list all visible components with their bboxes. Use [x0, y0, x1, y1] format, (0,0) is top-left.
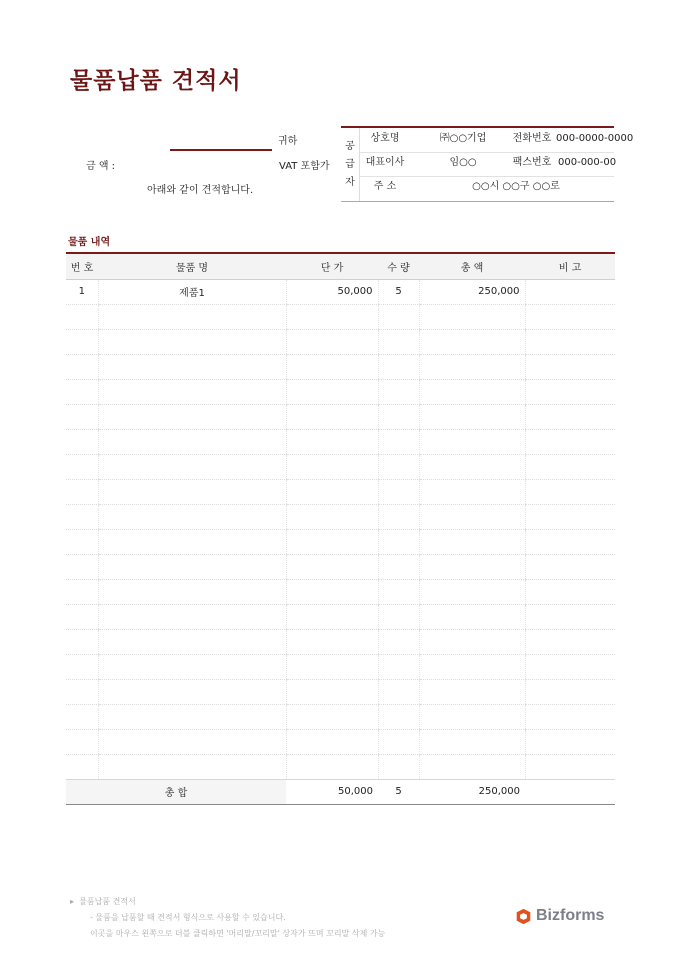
- total-price-cell: 250,000: [419, 279, 525, 304]
- fax-value: 000-000-00: [558, 157, 617, 168]
- unit-price-cell: [286, 654, 378, 679]
- remark-cell: [525, 679, 615, 704]
- total-price-cell: [419, 729, 525, 754]
- total-price-cell: [419, 354, 525, 379]
- supplier-label-char: 자: [345, 176, 355, 188]
- quantity-cell: [378, 629, 419, 654]
- section-label: 물품 내역: [68, 237, 111, 248]
- quantity-cell: [378, 679, 419, 704]
- unit-price-cell: [286, 679, 378, 704]
- remark-cell: [525, 454, 615, 479]
- quantity-cell: [378, 579, 419, 604]
- quantity-cell: [378, 754, 419, 779]
- product-name-cell: 제품1: [98, 279, 286, 304]
- unit-price-cell: [286, 729, 378, 754]
- remark-cell: [525, 479, 615, 504]
- total-price-cell: [419, 504, 525, 529]
- total-price-cell: [419, 429, 525, 454]
- row-number-cell: [66, 729, 98, 754]
- table-row: [66, 529, 615, 554]
- product-name-cell: [98, 529, 286, 554]
- unit-price-cell: [286, 554, 378, 579]
- table-header-row: [66, 253, 615, 279]
- unit-price-cell: [286, 704, 378, 729]
- unit-price-cell: [286, 304, 378, 329]
- remark-cell: [525, 554, 615, 579]
- total-price-cell: [419, 554, 525, 579]
- row-number-cell: [66, 679, 98, 704]
- row-number-cell: [66, 479, 98, 504]
- unit-price-cell: 50,000: [286, 279, 378, 304]
- product-name-cell: [98, 504, 286, 529]
- table-body: [66, 279, 615, 779]
- supplier-box: [341, 126, 634, 202]
- brand-logo: [515, 907, 604, 925]
- total-unit-price: 50,000: [286, 779, 378, 804]
- supplier-label-char: 공: [345, 140, 355, 152]
- unit-price-cell: [286, 479, 378, 504]
- total-price-cell: [419, 304, 525, 329]
- table-row: [66, 754, 615, 779]
- column-header: 비 고: [525, 253, 615, 279]
- unit-price-cell: [286, 354, 378, 379]
- column-header: 총 액: [419, 253, 525, 279]
- table-row: [66, 629, 615, 654]
- fax-label: 팩스번호: [512, 157, 552, 168]
- remark-cell: [525, 654, 615, 679]
- remark-cell: [525, 704, 615, 729]
- unit-price-cell: [286, 429, 378, 454]
- table-row: [66, 329, 615, 354]
- product-name-cell: [98, 629, 286, 654]
- product-name-cell: [98, 429, 286, 454]
- total-note: [525, 779, 615, 804]
- row-number-cell: [66, 354, 98, 379]
- quantity-cell: 5: [378, 279, 419, 304]
- table-row: [66, 654, 615, 679]
- total-price-cell: [419, 654, 525, 679]
- unit-price-cell: [286, 504, 378, 529]
- quantity-cell: [378, 354, 419, 379]
- ceo-label: 대표이사: [365, 157, 405, 168]
- table-row: [66, 429, 615, 454]
- footer-line1: 물품납품 견적서: [79, 897, 136, 906]
- table-row: [66, 354, 615, 379]
- table-row: [66, 304, 615, 329]
- table-row: [66, 604, 615, 629]
- quantity-cell: [378, 329, 419, 354]
- footer-line3: 이곳을 마우스 왼쪽으로 더블 클릭하면 '머리말/꼬리말' 상자가 뜨며 꼬리말 삭제 가능: [90, 929, 386, 938]
- remark-cell: [525, 429, 615, 454]
- quantity-cell: [378, 379, 419, 404]
- total-qty: 5: [378, 779, 419, 804]
- row-number-cell: [66, 554, 98, 579]
- product-name-cell: [98, 479, 286, 504]
- remark-cell: [525, 504, 615, 529]
- remark-cell: [525, 579, 615, 604]
- remark-cell: [525, 404, 615, 429]
- quantity-cell: [378, 704, 419, 729]
- total-price-cell: [419, 479, 525, 504]
- row-number-cell: [66, 379, 98, 404]
- row-number-cell: [66, 579, 98, 604]
- quantity-cell: [378, 404, 419, 429]
- table-row: [66, 579, 615, 604]
- bullet-icon: ▸: [70, 897, 75, 906]
- table-row: [66, 729, 615, 754]
- row-number-cell: [66, 429, 98, 454]
- supplier-row-ceo: [360, 152, 617, 177]
- unit-price-cell: [286, 529, 378, 554]
- product-name-cell: [98, 354, 286, 379]
- total-row: [66, 779, 615, 804]
- product-name-cell: [98, 329, 286, 354]
- row-number-cell: [66, 629, 98, 654]
- unit-price-cell: [286, 329, 378, 354]
- table-row: [66, 379, 615, 404]
- product-name-cell: [98, 604, 286, 629]
- total-price-cell: [419, 454, 525, 479]
- total-price-cell: [419, 704, 525, 729]
- row-number-cell: [66, 504, 98, 529]
- quantity-cell: [378, 729, 419, 754]
- total-price-cell: [419, 754, 525, 779]
- total-label: 총 합: [66, 779, 286, 804]
- product-name-cell: [98, 729, 286, 754]
- unit-price-cell: [286, 454, 378, 479]
- honorific-label: 귀하: [278, 136, 298, 147]
- unit-price-cell: [286, 604, 378, 629]
- total-price-cell: [419, 529, 525, 554]
- remark-cell: [525, 729, 615, 754]
- total-price-cell: [419, 379, 525, 404]
- product-name-cell: [98, 454, 286, 479]
- remark-cell: [525, 329, 615, 354]
- total-price-cell: [419, 404, 525, 429]
- row-number-cell: [66, 654, 98, 679]
- items-table: [66, 252, 615, 805]
- column-header: 단 가: [286, 253, 378, 279]
- supplier-label-char: 급: [345, 158, 355, 170]
- total-price-cell: [419, 579, 525, 604]
- brand-name: Bizforms: [536, 907, 605, 924]
- quantity-cell: [378, 479, 419, 504]
- supplier-row-company: [360, 128, 634, 153]
- row-number-cell: [66, 404, 98, 429]
- table-row: [66, 279, 615, 304]
- total-price-cell: [419, 604, 525, 629]
- document-title: 물품납품 견적서: [70, 68, 242, 94]
- row-number-cell: [66, 754, 98, 779]
- quantity-cell: [378, 554, 419, 579]
- quantity-cell: [378, 304, 419, 329]
- table-row: [66, 454, 615, 479]
- remark-cell: [525, 529, 615, 554]
- remark-cell: [525, 279, 615, 304]
- column-header: 번 호: [66, 253, 98, 279]
- supplier-vertical-label: [341, 128, 360, 201]
- remark-cell: [525, 629, 615, 654]
- row-number-cell: [66, 704, 98, 729]
- vat-label: VAT 포함가: [279, 161, 330, 172]
- table-row: [66, 404, 615, 429]
- row-number-cell: [66, 454, 98, 479]
- remark-cell: [525, 354, 615, 379]
- quantity-cell: [378, 529, 419, 554]
- company-label: 상호명: [370, 133, 400, 144]
- quantity-cell: [378, 454, 419, 479]
- table-row: [66, 679, 615, 704]
- quantity-cell: [378, 429, 419, 454]
- total-price-cell: [419, 629, 525, 654]
- product-name-cell: [98, 404, 286, 429]
- footer-note: [70, 894, 385, 942]
- ceo-value: 임○○: [449, 157, 477, 168]
- unit-price-cell: [286, 629, 378, 654]
- table-row: [66, 554, 615, 579]
- row-number-cell: [66, 604, 98, 629]
- table-row: [66, 704, 615, 729]
- remark-cell: [525, 304, 615, 329]
- product-name-cell: [98, 579, 286, 604]
- phone-label: 전화번호: [512, 133, 552, 144]
- remark-cell: [525, 754, 615, 779]
- remark-cell: [525, 379, 615, 404]
- address-value: ○○시 ○○구 ○○로: [472, 181, 560, 192]
- product-name-cell: [98, 379, 286, 404]
- address-label: 주 소: [373, 181, 397, 192]
- product-name-cell: [98, 654, 286, 679]
- footer-line2: - 물품을 납품할 때 견적서 형식으로 사용할 수 있습니다.: [90, 913, 286, 922]
- product-name-cell: [98, 554, 286, 579]
- amount-label: 금 액 :: [86, 161, 116, 172]
- table-row: [66, 479, 615, 504]
- row-number-cell: [66, 304, 98, 329]
- company-value: ㈜○○기업: [439, 133, 487, 144]
- quantity-cell: [378, 604, 419, 629]
- supplier-row-address: [360, 176, 614, 200]
- table-row: [66, 504, 615, 529]
- unit-price-cell: [286, 404, 378, 429]
- quantity-cell: [378, 504, 419, 529]
- product-name-cell: [98, 704, 286, 729]
- phone-value: 000-0000-0000: [556, 133, 634, 144]
- row-number-cell: 1: [66, 279, 98, 304]
- total-price-cell: [419, 329, 525, 354]
- row-number-cell: [66, 529, 98, 554]
- estimate-phrase: 아래와 같이 견적합니다.: [147, 185, 254, 196]
- bizforms-logo-icon: [515, 908, 532, 925]
- row-number-cell: [66, 329, 98, 354]
- column-header: 물품 명: [98, 253, 286, 279]
- amount-line: [170, 149, 272, 151]
- product-name-cell: [98, 679, 286, 704]
- total-price-cell: [419, 679, 525, 704]
- unit-price-cell: [286, 754, 378, 779]
- product-name-cell: [98, 754, 286, 779]
- unit-price-cell: [286, 379, 378, 404]
- unit-price-cell: [286, 579, 378, 604]
- remark-cell: [525, 604, 615, 629]
- total-amount: 250,000: [419, 779, 525, 804]
- column-header: 수 량: [378, 253, 419, 279]
- product-name-cell: [98, 304, 286, 329]
- quantity-cell: [378, 654, 419, 679]
